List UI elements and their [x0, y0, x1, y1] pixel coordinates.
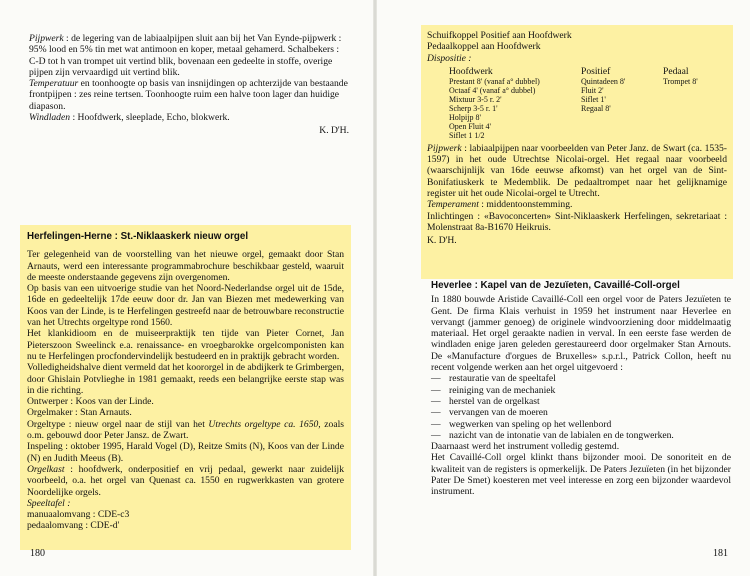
koppel-line: Schuifkoppel Positief aan Hoofdwerk — [427, 30, 572, 41]
list-item: — herstel van de orgelkast — [431, 395, 540, 407]
column-header: Pedaal — [663, 65, 689, 77]
register: Regaal 8' — [581, 103, 611, 113]
pijpwerk-paragraph: Pijpwerk : de legering van de labiaalpijpen sluit aan bij het Van Eynde-pijpwerk : 95% lood en 5% tin met wat antimoon en koper, metaal gehamerd. Schalbekers : C-D tot h van trompet uit vertind blik, bovenaan een gedeelte in stoffe, overige pijpen zijn vervaardigd uit vertind blik. — [29, 33, 342, 78]
orgelkast-line: Orgelkast : hoofdwerk, onderpositief en vrij pedaal, gewerkt naar zuidelijk voorbeeld, o.a. het orgel van Quenast ca. 1550 en rugwerkkasten van grotere Noordelijke orgels. — [27, 463, 345, 498]
column-header: Positief — [581, 65, 611, 77]
closing-paragraph: Het Cavaillé-Coll orgel klinkt thans bijzonder mooi. De sonoriteit en de kwaliteit van de registers is opmerkelijk. De Paters Jezuïeten (in het bijzonder Pater De Smet) koesteren met veel interesse en zorg een bijzonder waardevol instrument. — [431, 452, 731, 498]
works-list — [431, 373, 731, 441]
register: Trompet 8' — [663, 76, 698, 86]
box-paragraph: Ter gelegenheid van de voorstelling van het nieuwe orgel, gemaakt door Stan Arnauts, werd een interessante programmabrochure beschikbaar gesteld, waaruit de meeste onderstaande gegevens zijn overgenomen. — [27, 249, 344, 283]
after-list-line: Daarnaast werd het instrument volledig gestemd. — [431, 441, 620, 453]
list-item: — reiniging van de mechaniek — [431, 384, 556, 396]
inlichtingen-line: Inlichtingen : «Bavoconcerten» Sint-Niklaaskerk Herfelingen, sekretariaat : Molenstraat 8a-B1670 Heikruis. — [427, 210, 727, 233]
right-signature: K. D'H. — [427, 235, 457, 247]
list-item: — vervangen van de moeren — [431, 407, 548, 419]
list-item: — restauratie van de speeltafel — [431, 373, 556, 385]
box-paragraph: Volledigheidshalve dient vermeld dat het koororgel in de abdijkerk te Grimbergen, door Ghislain Potvlieghe in 1981 gemaakt, reeds een belangrijke eerste stap was in die richting. — [27, 362, 344, 396]
positief-column — [581, 66, 663, 140]
left-top-block — [29, 33, 349, 137]
register: Open Fluit 4' — [449, 121, 491, 131]
column-header: Hoofdwerk — [449, 65, 493, 77]
pedaal-column — [663, 66, 723, 140]
koppel-line: Pedaalkoppel aan Hoofdwerk — [427, 41, 541, 53]
pedaal-line: pedaalomvang : CDE-d' — [27, 520, 120, 532]
dispositie-table — [449, 66, 727, 140]
heverlee-intro: In 1880 bouwde Aristide Cavaillé-Coll een orgel voor de Paters Jezuïeten te Gent. De firma Klais verhuist in 1959 het instrument naar Heverlee en vervangt (jammer genoeg) de originele windvoorziening door middelmaatig materiaal. Het orgel geraakte nadien in verval. In een eerste fase werden de windladen enige jaren geleden gerestaureerd door orgelmaker Stan Arnouts. De «Manufacture d'orgues de Bruxelles» s.p.r.l., Patrick Collon, heeft nu recent volgende werken aan het orgel uitgevoerd : — [431, 294, 731, 374]
hoofdwerk-column — [449, 66, 581, 140]
register: Scherp 3-5 r. 1' — [449, 103, 498, 113]
box-paragraph: Op basis van een uitvoerige studie van het Noord-Nederlandse orgel uit de 15de, 16de en gedeeltelijk 17de eeuw door dr. Jan van Biezen met medewerking van Koos van der Linde, is te Herfelingen gestreefd naar de betrouwbare reconstructie van het Utrechts orgeltype rond 1560. — [27, 283, 344, 329]
register: Prestant 8' (vanaf a° dubbel) — [449, 76, 540, 86]
orgelmaker-line: Orgelmaker : Stan Arnauts. — [27, 407, 132, 419]
box-paragraph: Het klankidioom en de muiseerpraktijk ten tijde van Pieter Cornet, Jan Pieterszoon Sweelinck e.a. renaissance- en vroegbarokke orgelcomponisten kan nu te Herfelingen procfondervindelijk bestudeerd en in praktijk gebracht worden. — [27, 328, 344, 362]
manuaal-line: manuaalomvang : CDE-c3 — [27, 509, 130, 521]
register: Holpijp 8' — [449, 112, 481, 122]
heverlee-article — [431, 280, 731, 498]
register: Fluit 2' — [581, 85, 604, 95]
register: Octaaf 4' (vanaf a° dubbel) — [449, 85, 536, 95]
ontwerper-line: Ontwerper : Koos van der Linde. — [27, 396, 154, 408]
list-item: — nazicht van de intonatie van de labialen en de tongwerken. — [431, 429, 674, 441]
dispositie-label: Dispositie : — [427, 52, 472, 64]
speeltafel-label: Speeltafel : — [27, 497, 71, 509]
left-page — [0, 0, 374, 576]
register: Mixtuur 3-5 r. 2' — [449, 94, 502, 104]
list-item: — wegwerken van speling op het wellenbord — [431, 418, 612, 430]
orgeltype-line: Orgeltype : nieuw orgel naar de stijl van het Utrechts orgeltype ca. 1650, zoals o.m. gebouwd door Peter Jansz. de Zwart. — [27, 418, 344, 442]
page-number-left: 180 — [30, 548, 45, 559]
herfelingen-box — [20, 225, 351, 550]
left-signature: K. D'H. — [319, 125, 349, 137]
inspeling-line: Inspeling : oktober 1995, Harald Vogel (D), Reitze Smits (N), Koos van der Linde (N) en Judith Meeus (B). — [27, 441, 344, 464]
temperatuur-paragraph: Temperatuur en toonhoogte op basis van insnijdingen op achterzijde van bestaande frontpijpen : zes reine tertsen. Toonhoogte ruim een halve toon lager dan huidige diapason. — [29, 78, 348, 112]
pijpwerk-right-paragraph: Pijpwerk : labiaalpijpen naar voorbeelden van Peter Janz. de Swart (ca. 1535-1597) in het oude Utrechtse Nicolai-orgel. Het regaal naar voorbeeld (waarschijnlijk van 16de eeuwse afkomst) van het orgel van de Sint-Bonifatiuskerk te Medemblik. De pedaaltrompet naar het gelijknamige register uit het oude Nicolai-orgel te Utrecht. — [427, 142, 727, 200]
herfelingen-title: Herfelingen-Herne : St.-Niklaaskerk nieuw orgel — [27, 231, 249, 242]
windladen-paragraph: Windladen : Hoofdwerk, sleeplade, Echo, blokwerk. — [29, 112, 230, 124]
register: Siflet 1 1/2 — [449, 130, 485, 140]
right-page — [376, 0, 750, 576]
register: Siflet 1' — [581, 94, 606, 104]
heverlee-title: Heverlee : Kapel van de Jezuïeten, Cavaillé-Coll-orgel — [431, 280, 680, 291]
temperament-line: Temperament : middentoonstemming. — [427, 199, 573, 211]
dispositie-box — [421, 25, 733, 279]
page-number-right: 181 — [713, 548, 728, 559]
register: Quintadeen 8' — [581, 76, 626, 86]
